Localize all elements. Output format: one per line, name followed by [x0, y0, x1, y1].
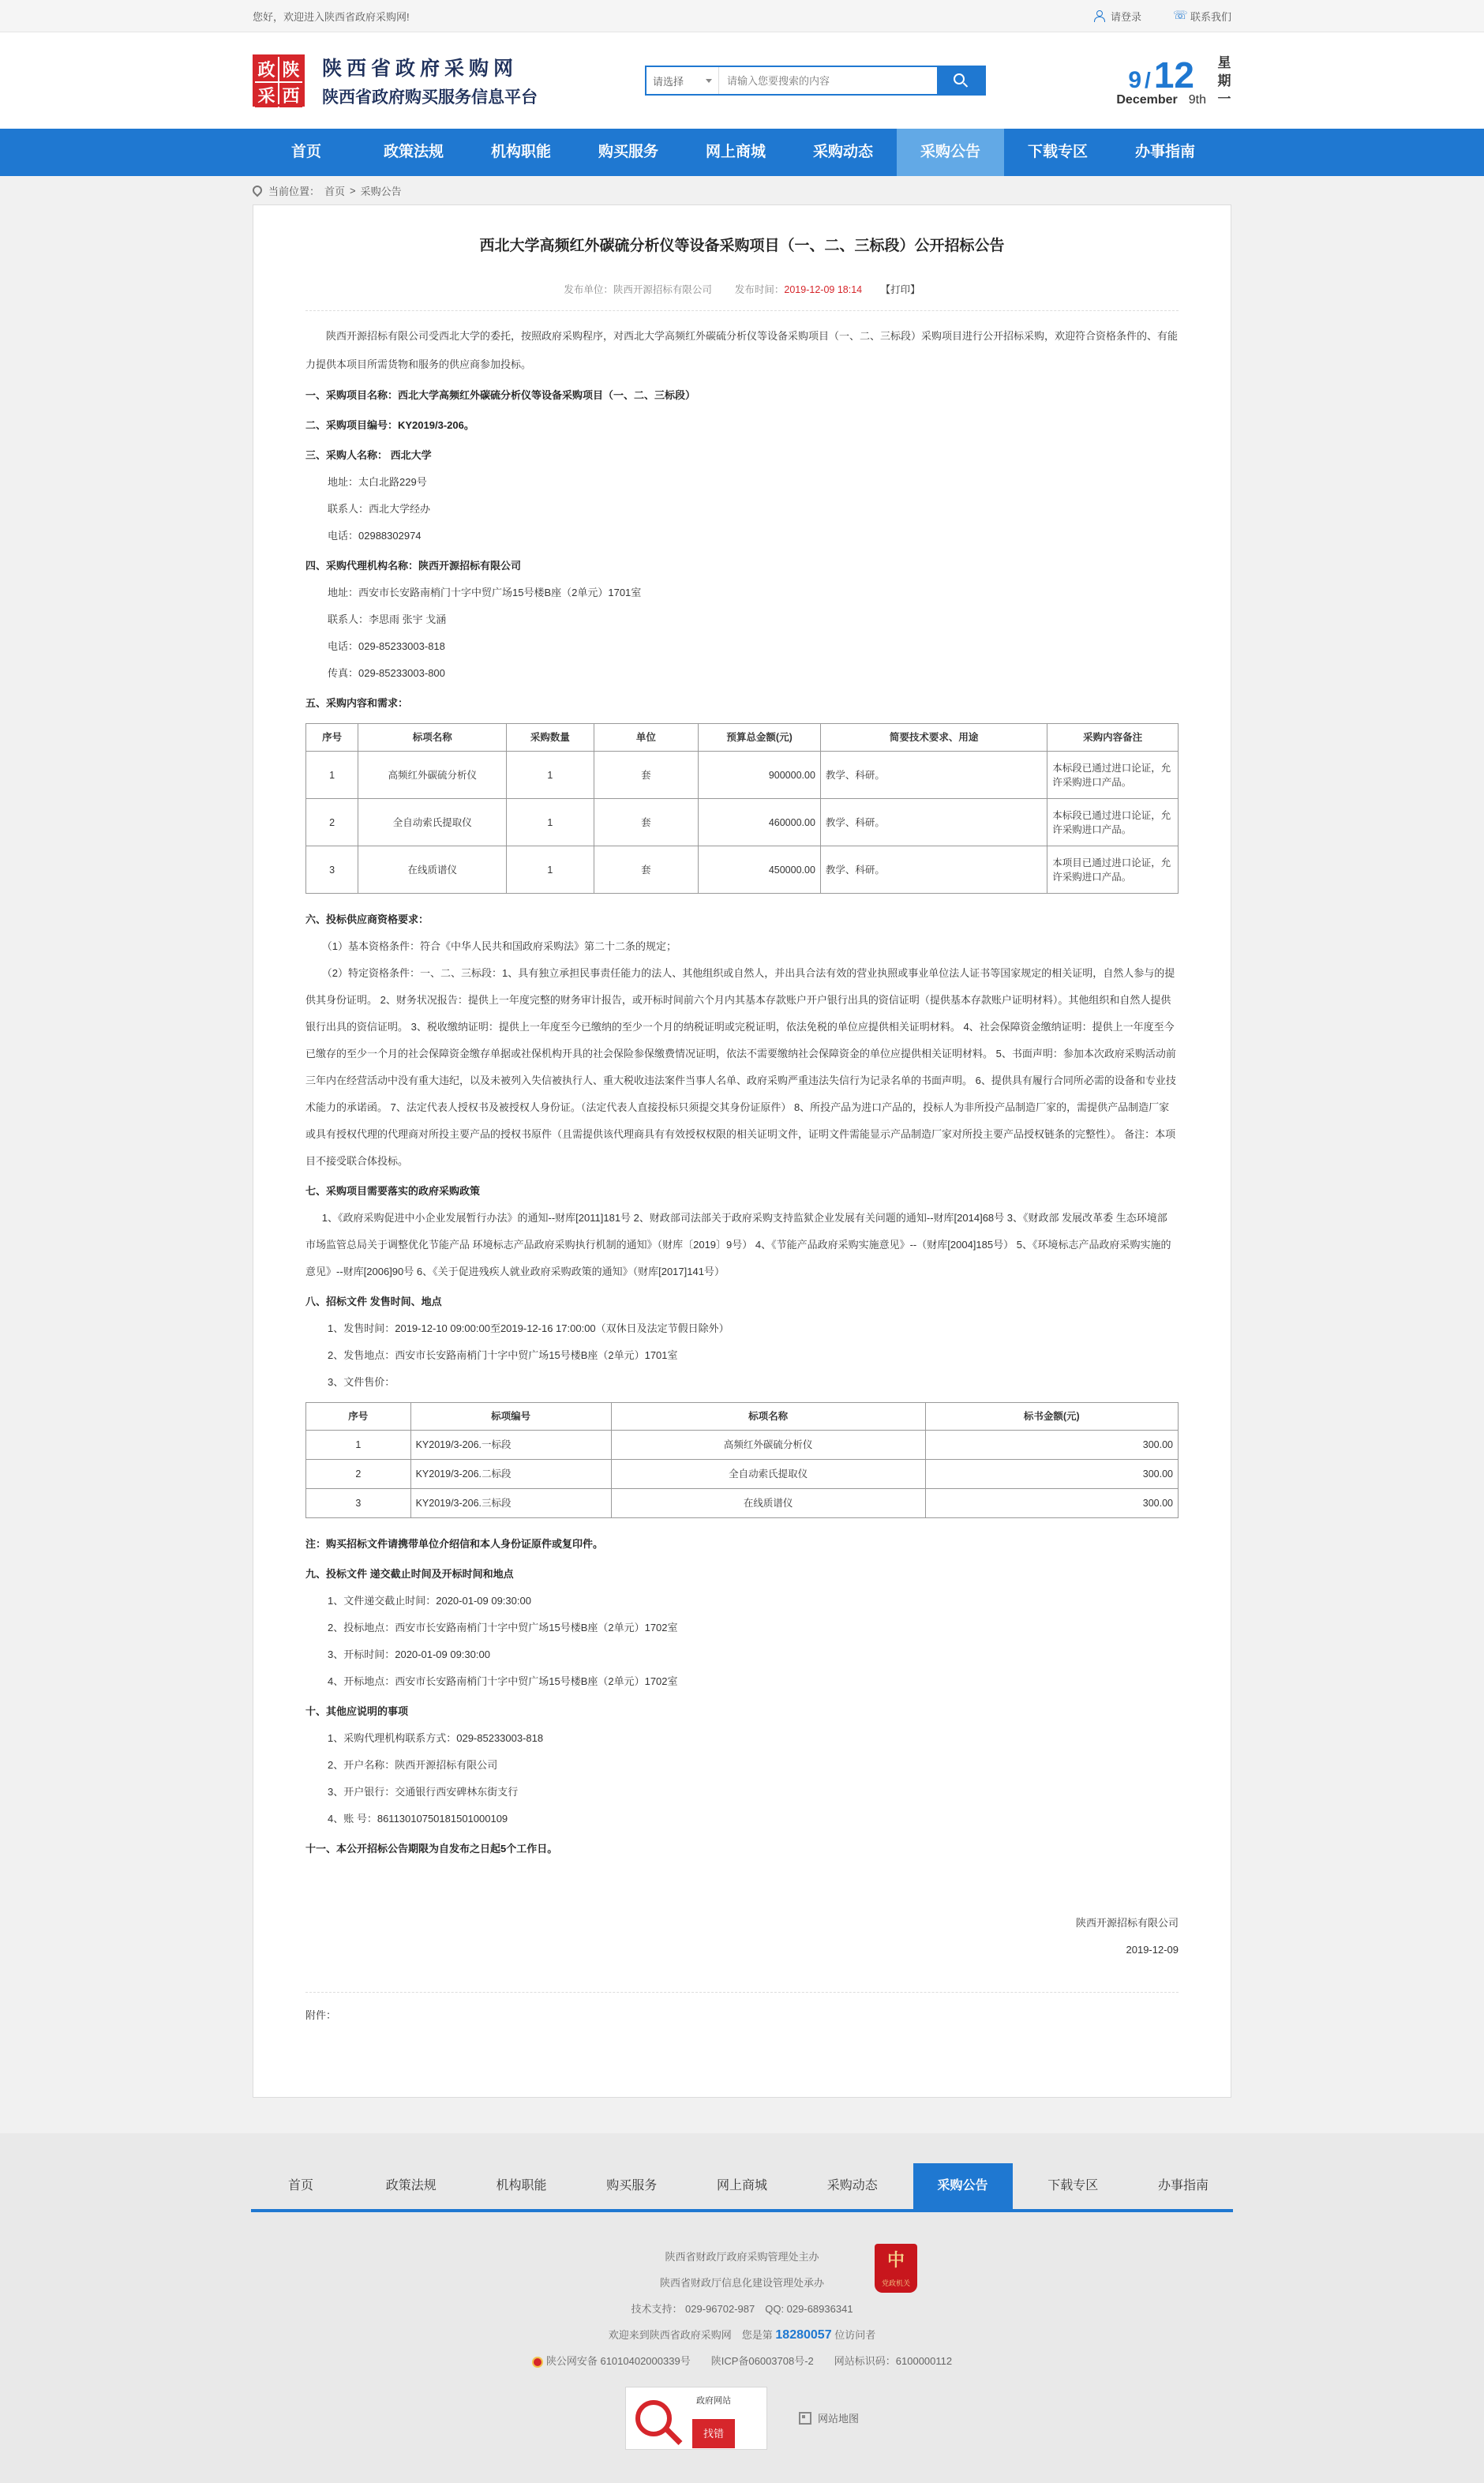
- table-header: 预算总金额(元): [699, 724, 821, 752]
- info-line: 地址：西安市长安路南梢门十字中贸广场15号楼B座（2单元）1701室: [328, 587, 642, 598]
- search-icon: [954, 73, 965, 84]
- table-cell: 300.00: [925, 1431, 1178, 1460]
- search-bar: [645, 66, 986, 96]
- date-en-month: December: [1116, 93, 1178, 107]
- welcome-text: 您好，欢迎进入陕西省政府采购网!: [253, 10, 410, 23]
- breadcrumb-current[interactable]: 采购公告: [360, 185, 402, 197]
- info-line: 传真：029-85233003-800: [328, 667, 445, 679]
- phone-icon: [1173, 10, 1184, 21]
- table-cell: 1: [507, 752, 594, 799]
- footer-support: 技术支持： 029-96702-987 QQ: 029-68936341: [631, 2303, 853, 2315]
- site-header: [0, 32, 1484, 129]
- nav-item-notices[interactable]: 采购公告: [897, 129, 1004, 176]
- signature-org: 陕西开源招标有限公司: [1075, 1917, 1179, 1929]
- info-line: 1、文件递交截止时间：2020-01-09 09:30:00: [328, 1595, 531, 1607]
- info-line: 3、文件售价：: [328, 1376, 395, 1388]
- section-heading: 十、其他应说明的事项: [305, 1705, 409, 1717]
- paragraph: （2）特定资格条件：一、二、三标段：1、具有独立承担民事责任能力的法人、其他组织或自然人，并出具合法有效的营业执照或事业单位法人证书等国家规定的相关证明，自然人参与的提供其身份证明。 2、财务状况报告：提供上一年度完整的财务审计报告，或开标时间前六个月内其基本存款账户开户银行出具的资信证明（提供基本存款账户证明材料）。其他组织和自然人提供银行出具的资信证明。 3、税收缴纳证明：提供上一年度至今已缴纳的至少一个月的纳税证明或完税证明，依法免税的单位应提供相关证明材料。 4、社会保障资金缴纳证明：提供上一年度至今已缴存的至少一个月的社会保障资金缴存单据或社保机构开具的社会保险参保缴费情况证明，依法不需要缴纳社会保障资金的单位应提供相关证明材料。 5、书面声明：参加本次政府采购活动前三年内在经营活动中没有重大违纪，以及未被列入失信被执行人、重大税收违法案件当事人名单、政府采购严重违法失信行为记录名单的书面声明。 6、提供具有履行合同所必需的设备和专业技术能力的承诺函。 7、法定代表人授权书及被授权人身份证。（法定代表人直接投标只须提交其身份证原件） 8、所投产品为进口产品的，投标人为非所投产品制造厂家的，需提供产品制造厂家或具有授权代理的代理商对所投主要产品的授权书原件（且需提供该代理商具有有效授权权限的相关证明文件，证明文件需能显示产品制造厂家对所投主要产品授权链条的完整性）。 备注：本项目不接受联合体投标。: [305, 967, 1176, 1167]
- site-name-secondary: 陕西省政府购买服务信息平台: [322, 87, 538, 107]
- table-cell: 本项目已通过进口论证，允许采购进口产品。: [1047, 846, 1179, 894]
- breadcrumb: [253, 176, 1231, 204]
- section-heading: 三、采购人名称： 西北大学: [305, 449, 432, 461]
- table-header: 标项编号: [410, 1403, 611, 1431]
- table-cell: KY2019/3-206.三标段: [410, 1489, 611, 1518]
- location-pin-icon: [251, 184, 264, 197]
- sitemap-icon: [799, 2412, 811, 2425]
- chevron-down-icon: [706, 79, 712, 83]
- intro-paragraph: 陕西开源招标有限公司受西北大学的委托，按照政府采购程序，对西北大学高频红外碳硫分析仪等设备采购项目（一、二、三标段）采购项目进行公开招标采购，欢迎符合资格条件的、有能力提供本项目所需货物和服务的供应商参加投标。: [305, 330, 1179, 370]
- footer-nav-home[interactable]: 首页: [287, 2179, 313, 2192]
- weekday-char: 星: [1217, 54, 1231, 70]
- footer-nav-agency[interactable]: 机构职能: [496, 2179, 547, 2192]
- info-line: 联系人：西北大学经办: [328, 503, 431, 515]
- procurement-table: [305, 723, 1179, 894]
- search-select-label: 请选择: [653, 75, 684, 88]
- visitor-counter: [0, 2322, 1484, 2348]
- table-header: 标书金额(元): [925, 1403, 1178, 1431]
- table-row: [306, 1431, 1179, 1460]
- site-name-primary: 陕西省政府采购网: [322, 57, 519, 80]
- nav-item-home[interactable]: 首页: [290, 144, 321, 160]
- date-day: 12: [1153, 54, 1194, 96]
- table-cell: 教学、科研。: [820, 752, 1047, 799]
- table-cell: 全自动索氏提取仪: [358, 799, 507, 846]
- fee-table: [305, 1402, 1179, 1518]
- table-cell: 在线质谱仪: [611, 1489, 925, 1518]
- date-display: [1116, 54, 1231, 108]
- section-heading: 六、投标供应商资格要求：: [305, 913, 429, 925]
- table-row: [306, 1460, 1179, 1489]
- table-cell: 300.00: [925, 1489, 1178, 1518]
- nav-item-policy[interactable]: 政策法规: [383, 144, 444, 160]
- info-line: 4、开标地点：西安市长安路南梢门十字中贸广场15号楼B座（2单元）1702室: [328, 1675, 678, 1687]
- site-name: [322, 53, 538, 108]
- date-slash: /: [1145, 68, 1151, 92]
- article-meta: [305, 282, 1179, 311]
- table-cell: 套: [594, 799, 699, 846]
- info-line: 电话：02988302974: [328, 530, 422, 542]
- table-header: 标项名称: [611, 1403, 925, 1431]
- table-cell: 教学、科研。: [820, 846, 1047, 894]
- section-heading: 七、采购项目需要落实的政府采购政策: [305, 1185, 481, 1197]
- table-header: 简要技术要求、用途: [820, 724, 1047, 752]
- section-heading: 一、采购项目名称：西北大学高频红外碳硫分析仪等设备采购项目（一、二、三标段）: [305, 389, 696, 401]
- report-error-caption: 政府网站: [695, 2396, 731, 2406]
- section-heading: 十一、本公开招标公告期限为自发布之日起5个工作日。: [305, 1843, 558, 1855]
- table-cell: 300.00: [925, 1460, 1178, 1489]
- section-heading: 九、投标文件 递交截止时间及开标时间和地点: [305, 1568, 514, 1580]
- icp-record-link[interactable]: 陕ICP备06003708号-2: [710, 2355, 814, 2367]
- party-gov-badge[interactable]: [875, 2244, 917, 2293]
- footer-organizer: 陕西省财政厅政府采购管理处主办: [665, 2251, 819, 2263]
- sitemap-label: 网站地图: [817, 2412, 859, 2425]
- section-heading: 四、采购代理机构名称：陕西开源招标有限公司: [305, 560, 522, 572]
- date-en-day: 9th: [1188, 93, 1206, 107]
- breadcrumb-label: 当前位置：: [268, 185, 320, 197]
- table-cell: 在线质谱仪: [358, 846, 507, 894]
- footer-nav-guide[interactable]: 办事指南: [1157, 2179, 1209, 2192]
- info-line: 地址：太白北路229号: [328, 476, 427, 488]
- report-error-button[interactable]: [625, 2387, 767, 2450]
- table-cell: 全自动索氏提取仪: [611, 1460, 925, 1489]
- table-row: [306, 799, 1179, 846]
- publisher-label: 发布单位：: [564, 284, 613, 295]
- footer-info: [0, 2244, 1484, 2450]
- footer-nav: [251, 2163, 1233, 2212]
- visit-suffix: 位访问者: [834, 2329, 876, 2341]
- table-cell: 本标段已通过进口论证，允许采购进口产品。: [1047, 799, 1179, 846]
- table-cell: 本标段已通过进口论证，允许采购进口产品。: [1047, 752, 1179, 799]
- time-label: 发布时间：: [734, 284, 785, 295]
- logo-char: 采: [255, 83, 278, 107]
- login-label: 请登录: [1110, 10, 1141, 23]
- nav-item-services[interactable]: 购买服务: [598, 144, 658, 160]
- signature-block: [305, 1910, 1179, 1964]
- paragraph: （1）基本资格条件：符合《中华人民共和国政府采购法》第二十二条的规定；: [321, 940, 677, 952]
- print-button[interactable]: 【打印】: [880, 284, 920, 295]
- info-line: 1、采购代理机构联系方式：029-85233003-818: [328, 1732, 544, 1744]
- user-icon: [1093, 10, 1104, 21]
- info-line: 3、开户银行：交通银行西安碑林东街支行: [328, 1786, 519, 1798]
- section-heading: 五、采购内容和需求：: [305, 697, 409, 709]
- table-cell: 2: [306, 1460, 411, 1489]
- attachments: 附件：: [305, 1992, 1179, 2029]
- site-logo[interactable]: [253, 54, 305, 107]
- footer-nav-policy[interactable]: 政策法规: [385, 2179, 437, 2192]
- weekday: [1217, 54, 1231, 108]
- badge-symbol: 中: [886, 2250, 905, 2270]
- table-row: [306, 846, 1179, 894]
- magnifier-icon: [635, 2400, 672, 2436]
- table-cell: 460000.00: [699, 799, 821, 846]
- search-category-select[interactable]: [646, 67, 719, 94]
- table-cell: 3: [306, 1489, 411, 1518]
- footer-records: [0, 2348, 1484, 2374]
- date-month: 9: [1128, 67, 1142, 93]
- footer-operator: 陕西省财政厅信息化建设管理处承办: [659, 2277, 824, 2289]
- article-content: [305, 322, 1179, 2029]
- nav-item-mall[interactable]: 网上商城: [705, 144, 766, 160]
- table-header: 序号: [306, 1403, 411, 1431]
- police-record-text: 陕公网安备 61010402000339号: [545, 2355, 691, 2367]
- logo-char: 西: [279, 83, 302, 107]
- table-header: 单位: [594, 724, 699, 752]
- footer-nav-services[interactable]: 购买服务: [606, 2179, 658, 2192]
- contact-link[interactable]: [1173, 9, 1231, 24]
- breadcrumb-separator: >: [350, 184, 356, 197]
- section-heading: 二、采购项目编号：KY2019/3-206。: [305, 419, 474, 431]
- table-cell: KY2019/3-206.一标段: [410, 1431, 611, 1460]
- article-title: 西北大学高频红外碳硫分析仪等设备采购项目（一、二、三标段）公开招标公告: [479, 238, 1005, 254]
- weekday-char: 一: [1217, 91, 1231, 107]
- table-cell: 1: [507, 799, 594, 846]
- section-heading: 八、招标文件 发售时间、地点: [305, 1296, 442, 1307]
- table-cell: 2: [306, 799, 358, 846]
- table-cell: KY2019/3-206.二标段: [410, 1460, 611, 1489]
- footer-nav-downloads[interactable]: 下载专区: [1047, 2179, 1099, 2192]
- table-row: [306, 752, 1179, 799]
- top-bar: [0, 0, 1484, 32]
- info-line: 2、发售地点：西安市长安路南梢门十字中贸广场15号楼B座（2单元）1701室: [328, 1349, 678, 1361]
- contact-label: 联系我们: [1190, 10, 1231, 23]
- police-badge-icon: [532, 2357, 543, 2368]
- table-header: 序号: [306, 724, 358, 752]
- badge-label: 党政机关: [881, 2279, 910, 2287]
- table-cell: 3: [306, 846, 358, 894]
- paragraph: 1、《政府采购促进中小企业发展暂行办法》的通知--财库[2011]181号 2、财政部司法部关于政府采购支持监狱企业发展有关问题的通知--财库[2014]68号 3、《财政部 发展改革委 生态环境部 市场监管总局关于调整优化节能产品 环境标志产品政府采购执行机制的通知》（财库〔2019〕9号） 4、《节能产品政府采购实施意见》--（财库[2004]185号） 5、《环境标志产品政府采购实施的意见》--财库[2006]90号 6、《关于促进残疾人就业政府采购政策的通知》（财库[2017]141号）: [305, 1212, 1171, 1277]
- info-line: 4、账 号：861130107501815010001​09: [328, 1813, 508, 1825]
- nav-item-downloads[interactable]: 下载专区: [1027, 144, 1088, 160]
- info-line: 2、开户名称：陕西开源招标有限公司: [328, 1759, 498, 1771]
- info-line: 3、开标时间：2020-01-09 09:30:00: [328, 1648, 490, 1660]
- footer-nav-notices[interactable]: 采购公告: [913, 2163, 1013, 2209]
- info-line: 2、投标地点：西安市长安路南梢门十字中贸广场15号楼B座（2单元）1702室: [328, 1622, 678, 1633]
- publish-time: 2019-12-09 18:14: [784, 284, 863, 295]
- info-line: 联系人：李思雨 张宇 戈涵: [328, 613, 447, 625]
- table-header: 标项名称: [358, 724, 507, 752]
- table-cell: 1: [306, 752, 358, 799]
- weekday-char: 期: [1217, 73, 1231, 88]
- table-cell: 1: [507, 846, 594, 894]
- visit-count: 18280057: [775, 2328, 832, 2342]
- table-cell: 教学、科研。: [820, 799, 1047, 846]
- info-line: 1、发售时间：2019-12-10 09:00:00至2019-12-16 17:00:00（双休日及法定节假日除外）: [328, 1322, 729, 1334]
- table-header: 采购数量: [507, 724, 594, 752]
- footer-nav-mall[interactable]: 网上商城: [716, 2179, 767, 2192]
- publisher: 陕西开源招标有限公司: [613, 284, 712, 295]
- nav-item-agency[interactable]: 机构职能: [490, 144, 551, 160]
- login-link[interactable]: [1093, 9, 1141, 24]
- report-error-label: 找错: [692, 2419, 735, 2448]
- table-cell: 1: [306, 1431, 411, 1460]
- table-cell: 900000.00: [699, 752, 821, 799]
- logo-char: 政: [255, 57, 278, 81]
- breadcrumb-home[interactable]: 首页: [324, 185, 346, 197]
- table-cell: 套: [594, 752, 699, 799]
- visit-prefix: 欢迎来到陕西省政府采购网 您是第: [608, 2329, 773, 2341]
- article-panel: [253, 204, 1231, 2098]
- site-code: 网站标识码：6100000112: [834, 2355, 953, 2367]
- logo-char: 陕: [279, 57, 302, 81]
- search-button[interactable]: [937, 67, 984, 94]
- search-input[interactable]: [719, 67, 937, 94]
- note-text: 注：购买招标文件请携带单位介绍信和本人身份证原件或复印件。: [305, 1538, 604, 1550]
- table-cell: 高频红外碳硫分析仪: [358, 752, 507, 799]
- table-cell: 450000.00: [699, 846, 821, 894]
- table-header: 采购内容备注: [1047, 724, 1179, 752]
- info-line: 电话：029-85233003-818: [328, 640, 445, 652]
- table-cell: 套: [594, 846, 699, 894]
- sitemap-link[interactable]: [799, 2406, 859, 2432]
- police-record-link[interactable]: [532, 2348, 691, 2374]
- nav-item-guide[interactable]: 办事指南: [1134, 144, 1195, 160]
- signature-date: 2019-12-09: [1126, 1944, 1179, 1956]
- table-row: [306, 1489, 1179, 1518]
- site-footer: [0, 2133, 1484, 2483]
- nav-item-news[interactable]: 采购动态: [812, 144, 873, 160]
- footer-nav-news[interactable]: 采购动态: [826, 2179, 878, 2192]
- table-cell: 高频红外碳硫分析仪: [611, 1431, 925, 1460]
- main-nav: [0, 129, 1484, 176]
